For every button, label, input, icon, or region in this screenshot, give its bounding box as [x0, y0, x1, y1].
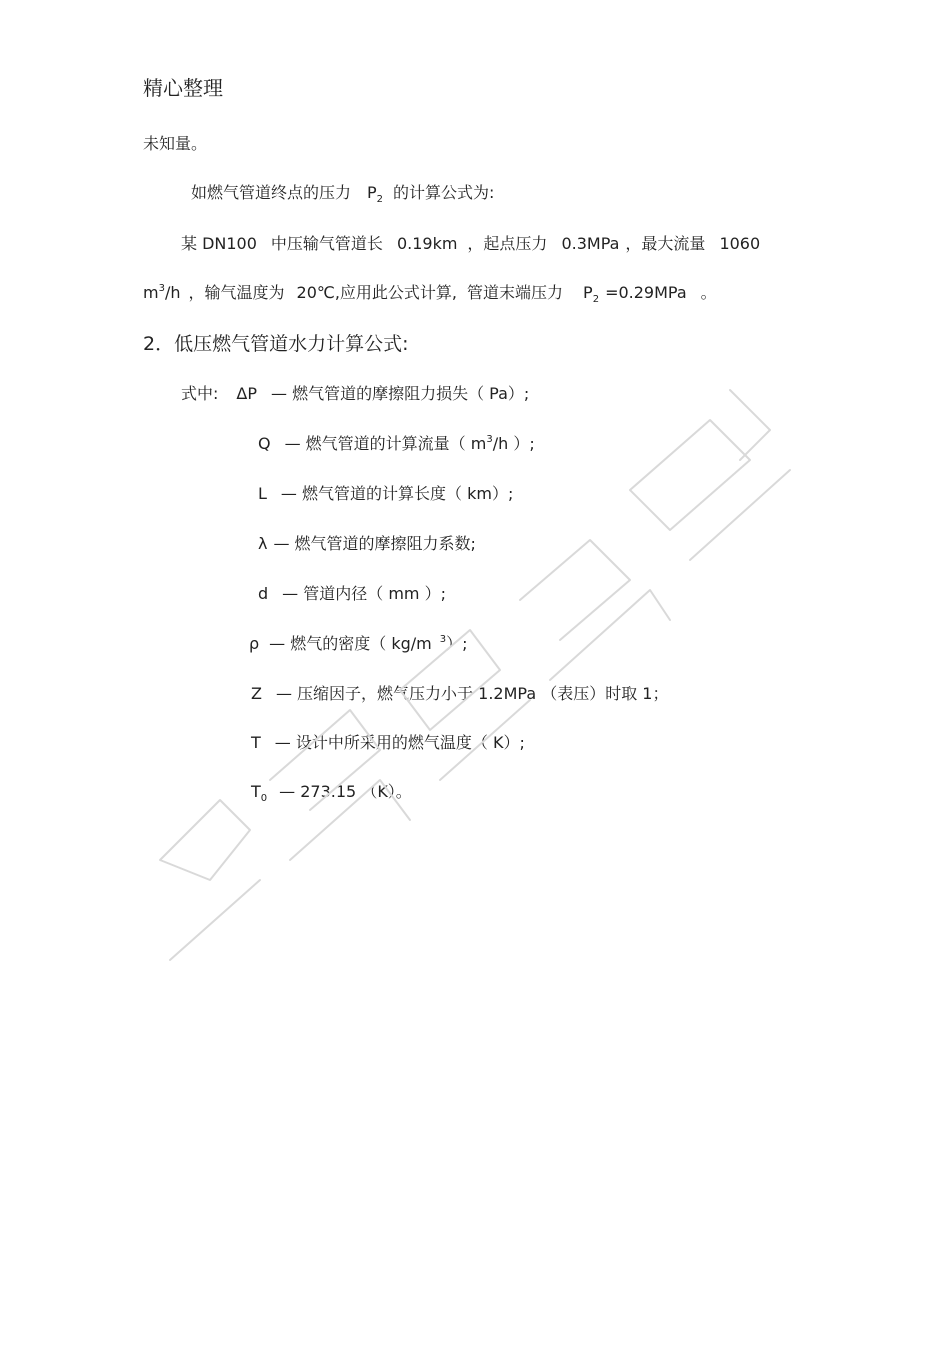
- intro-text-pre: 如燃气管道终点的压力: [191, 183, 352, 202]
- def-d: [258, 584, 446, 604]
- def-text: /h ）;: [492, 434, 535, 453]
- def-q: [258, 434, 535, 457]
- example-text: ，起点压力: [467, 234, 548, 253]
- watermark-stroke: [690, 470, 790, 560]
- example-line-1: [181, 234, 760, 254]
- superscript: 3: [486, 434, 493, 445]
- intro-line-2: [191, 183, 494, 206]
- def-symbol: T: [251, 733, 261, 752]
- example-text: 。: [700, 283, 717, 302]
- def-text: — 燃气管道的计算流量（ m: [284, 434, 487, 453]
- def-symbol: λ: [258, 534, 268, 553]
- pressure-symbol: P: [583, 283, 593, 302]
- def-text: — 设计中所采用的燃气温度（ K）;: [274, 733, 525, 752]
- def-text: ）;: [446, 634, 468, 653]
- def-symbol: T: [251, 782, 261, 801]
- def-text: — 273.15 （K）。: [279, 782, 412, 801]
- def-text: — 燃气管道的计算长度（ km）;: [280, 484, 514, 503]
- def-z: [251, 684, 668, 704]
- superscript: 3: [439, 634, 447, 645]
- watermark-stroke: [730, 390, 770, 460]
- def-text: — 燃气的密度（ kg/m: [269, 634, 432, 653]
- watermark-stroke: [550, 590, 670, 680]
- def-dp: [181, 384, 529, 404]
- watermark-stroke: [520, 540, 630, 640]
- section-heading: 2．低压燃气管道水力计算公式:: [143, 333, 409, 355]
- def-symbol: Z: [251, 684, 262, 703]
- def-text: — 燃气管道的摩擦阻力损失（ Pa）;: [271, 384, 530, 403]
- intro-text: 未知量。: [143, 134, 208, 153]
- def-text: — 压缩因子，燃气压力小于 1.2MPa （表压）时取 1；: [275, 684, 669, 703]
- example-text: 中压输气管道长: [270, 234, 383, 253]
- def-label: 式中:: [181, 384, 219, 403]
- example-value: 1060: [719, 234, 761, 253]
- def-l: [258, 484, 513, 504]
- superscript: 3: [158, 283, 165, 294]
- example-value: 0.3MPa: [561, 234, 620, 253]
- unit-text: m: [143, 283, 159, 302]
- intro-line-1: [143, 134, 207, 154]
- subscript: 0: [260, 793, 268, 804]
- example-value: =0.29MPa: [605, 283, 687, 302]
- def-t: [251, 733, 525, 753]
- example-line-2: [143, 283, 717, 306]
- def-text: — 燃气管道的摩擦阻力系数;: [273, 534, 476, 553]
- page-header: 精心整理: [143, 76, 223, 100]
- unit-text: /h: [164, 283, 181, 302]
- example-value: 0.19km: [396, 234, 458, 253]
- example-text: 20℃,应用此公式计算,: [296, 283, 458, 302]
- def-symbol: Q: [258, 434, 271, 453]
- def-lambda: [258, 534, 476, 554]
- def-symbol: ρ: [249, 634, 260, 653]
- watermark-stroke: [170, 880, 260, 960]
- def-symbol: d: [258, 584, 269, 603]
- def-t0: [251, 782, 412, 805]
- watermark-stroke: [630, 420, 750, 530]
- intro-text-post: 的计算公式为:: [393, 183, 495, 202]
- pressure-subscript: 2: [592, 294, 600, 305]
- watermark-stroke: [160, 800, 250, 880]
- example-text: 管道末端压力: [467, 283, 564, 302]
- pressure-symbol: P: [367, 183, 377, 202]
- def-symbol: L: [258, 484, 267, 503]
- example-text: ，最大流量: [625, 234, 706, 253]
- def-symbol: ΔP: [236, 384, 257, 403]
- example-text: 某 DN100: [181, 234, 257, 253]
- pressure-subscript: 2: [376, 194, 384, 205]
- def-rho: [249, 634, 468, 657]
- example-text: ，输气温度为: [188, 283, 285, 302]
- def-text: — 管道内径（ mm ）;: [282, 584, 446, 603]
